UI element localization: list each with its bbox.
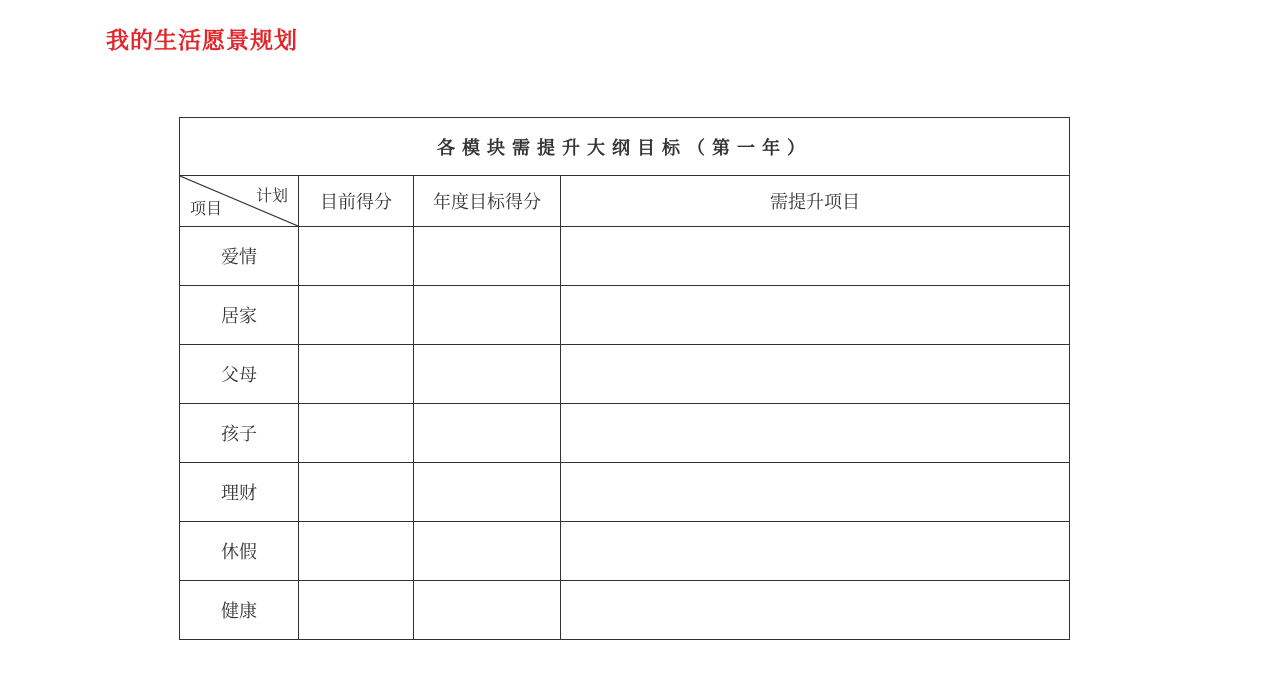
improve-items-cell[interactable] — [561, 463, 1070, 522]
current-score-cell[interactable] — [299, 522, 414, 581]
target-score-cell[interactable] — [414, 522, 561, 581]
row-item-label: 爱情 — [180, 227, 299, 286]
header-target-score: 年度目标得分 — [414, 176, 561, 227]
table-row — [180, 404, 1070, 463]
current-score-cell[interactable] — [299, 286, 414, 345]
target-score-cell[interactable] — [414, 404, 561, 463]
table-row — [180, 522, 1070, 581]
table-header-row — [180, 176, 1070, 227]
header-improve-items: 需提升项目 — [561, 176, 1070, 227]
target-score-cell[interactable] — [414, 286, 561, 345]
row-item-label: 父母 — [180, 345, 299, 404]
table-title-row — [180, 118, 1070, 176]
improve-items-cell[interactable] — [561, 404, 1070, 463]
header-item-label: 项目 — [190, 199, 223, 218]
table-row — [180, 227, 1070, 286]
row-item-label: 孩子 — [180, 404, 299, 463]
improve-items-cell[interactable] — [561, 522, 1070, 581]
improve-items-cell[interactable] — [561, 227, 1070, 286]
improve-items-cell[interactable] — [561, 286, 1070, 345]
target-score-cell[interactable] — [414, 463, 561, 522]
target-score-cell[interactable] — [414, 345, 561, 404]
target-score-cell[interactable] — [414, 227, 561, 286]
header-current-score: 目前得分 — [299, 176, 414, 227]
current-score-cell[interactable] — [299, 404, 414, 463]
diagonal-header-cell — [180, 176, 299, 227]
table-title: 各模块需提升大纲目标（第一年） — [180, 118, 1070, 176]
current-score-cell[interactable] — [299, 581, 414, 640]
row-item-label: 健康 — [180, 581, 299, 640]
row-item-label: 居家 — [180, 286, 299, 345]
table-row — [180, 286, 1070, 345]
current-score-cell[interactable] — [299, 227, 414, 286]
page-title: 我的生活愿景规划 — [106, 28, 298, 54]
improve-items-cell[interactable] — [561, 345, 1070, 404]
current-score-cell[interactable] — [299, 463, 414, 522]
header-plan-label: 计划 — [255, 186, 288, 205]
table-row — [180, 463, 1070, 522]
plan-table — [179, 117, 1070, 640]
table-row — [180, 581, 1070, 640]
improve-items-cell[interactable] — [561, 581, 1070, 640]
row-item-label: 休假 — [180, 522, 299, 581]
row-item-label: 理财 — [180, 463, 299, 522]
table-row — [180, 345, 1070, 404]
current-score-cell[interactable] — [299, 345, 414, 404]
target-score-cell[interactable] — [414, 581, 561, 640]
